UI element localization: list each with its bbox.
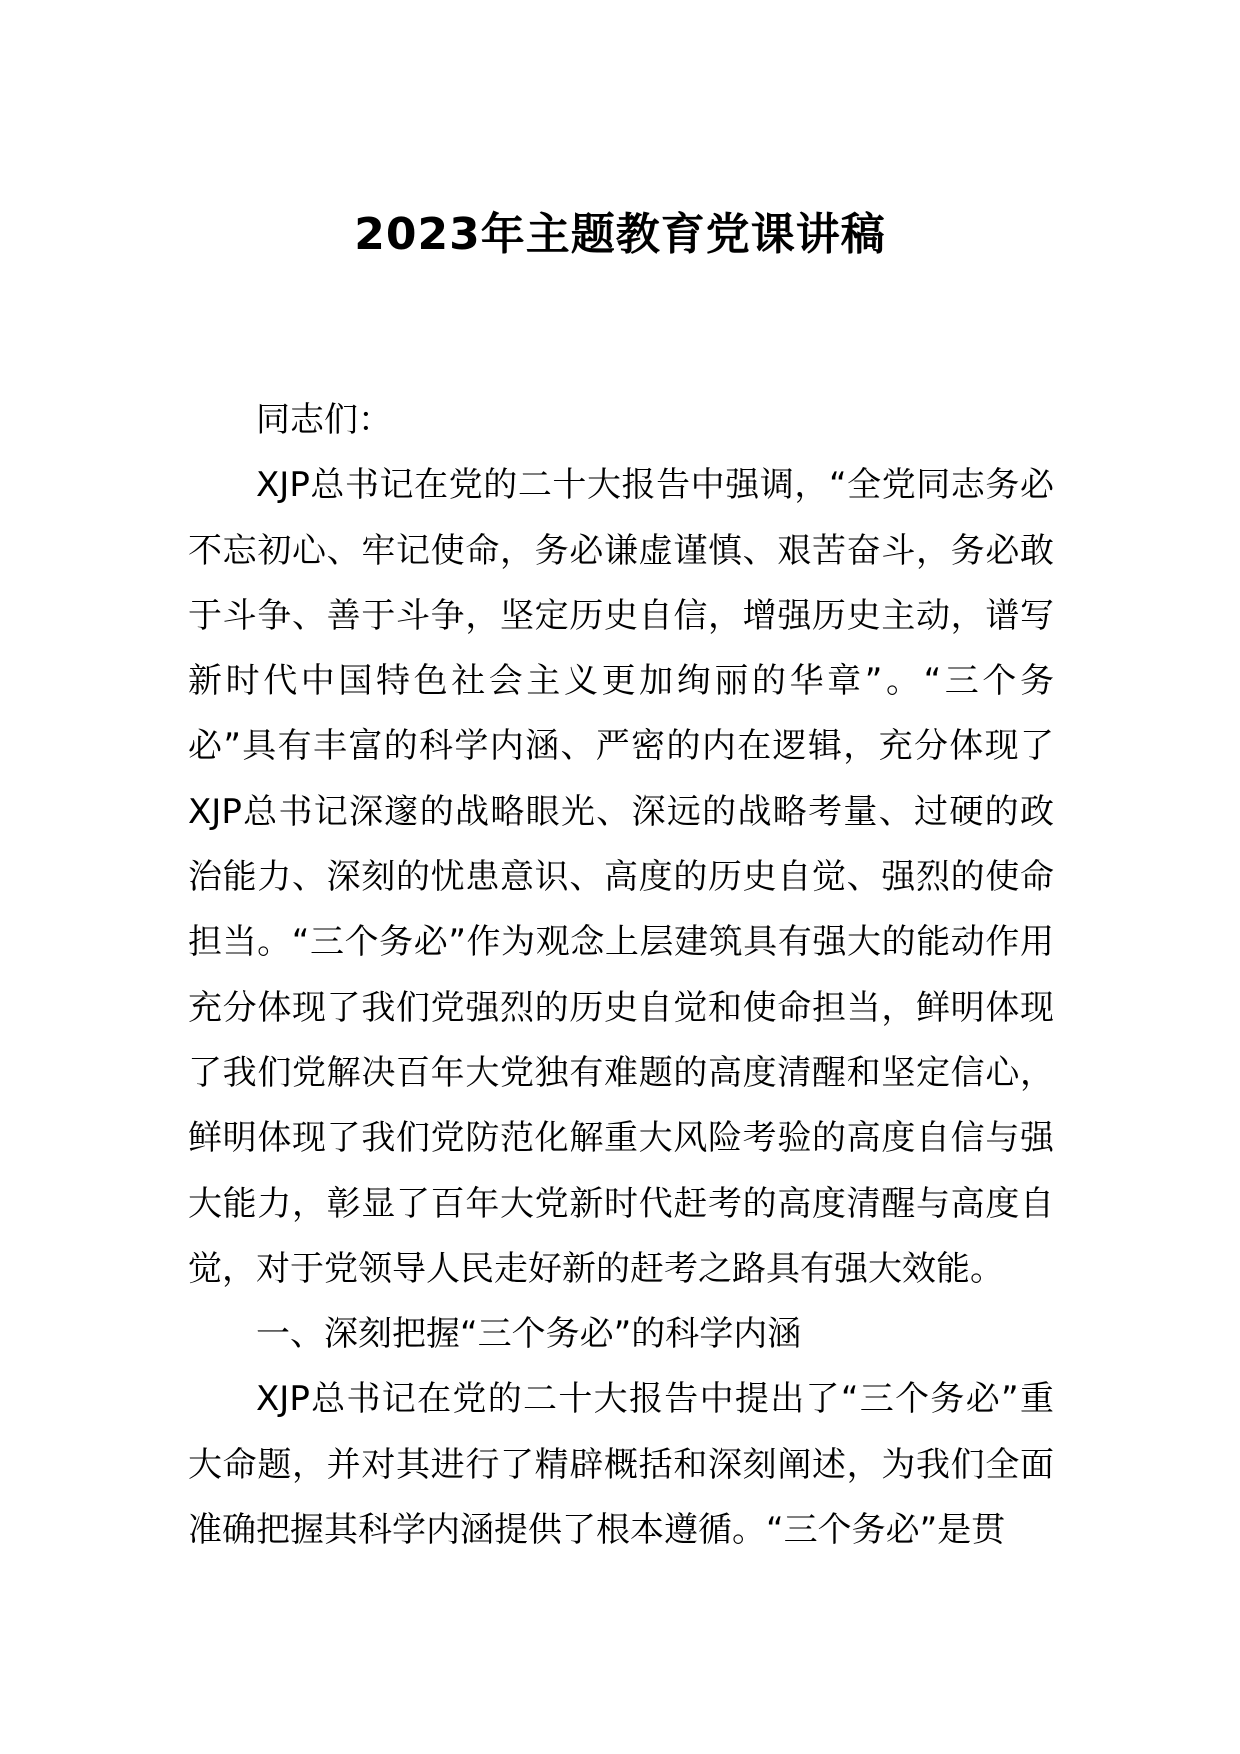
body-paragraph: XJP总书记在党的二十大报告中强调，“全党同志务必不忘初心、牢记使命，务必谦虚谨慎、艰苦奋斗，务必敢于斗争、善于斗争，坚定历史自信，增强历史主动，谱写新时代中国特色社会主义更加绚丽的华章”。“三个务必”具有丰富的科学内涵、严密的内在逻辑，充分体现了XJP总书记深邃的战略眼光、深远的战略考量、过硬的政治能力、深刻的忧患意识、高度的历史自觉、强烈的使命担当。“三个务必”作为观念上层建筑具有强大的能动作用充分体现了我们党强烈的历史自觉和使命担当，鲜明体现了我们党解决百年大党独有难题的高度清醒和坚定信心，鲜明体现了我们党防范化解重大风险考验的高度自信与强大能力，彰显了百年大党新时代赶考的高度清醒与高度自觉，对于党领导人民走好新的赶考之路具有强大效能。 <box>188 465 1054 1289</box>
salutation: 同志们： <box>256 400 392 440</box>
document-title: 2023年主题教育党课讲稿 <box>354 209 886 260</box>
section-heading: 一、深刻把握“三个务必”的科学内涵 <box>256 1314 802 1355</box>
document-body <box>188 388 1054 1563</box>
body-paragraph: XJP总书记在党的二十大报告中提出了“三个务必”重大命题，并对其进行了精辟概括和深刻阐述，为我们全面准确把握其科学内涵提供了根本遵循。“三个务必”是贯 <box>188 1379 1054 1551</box>
